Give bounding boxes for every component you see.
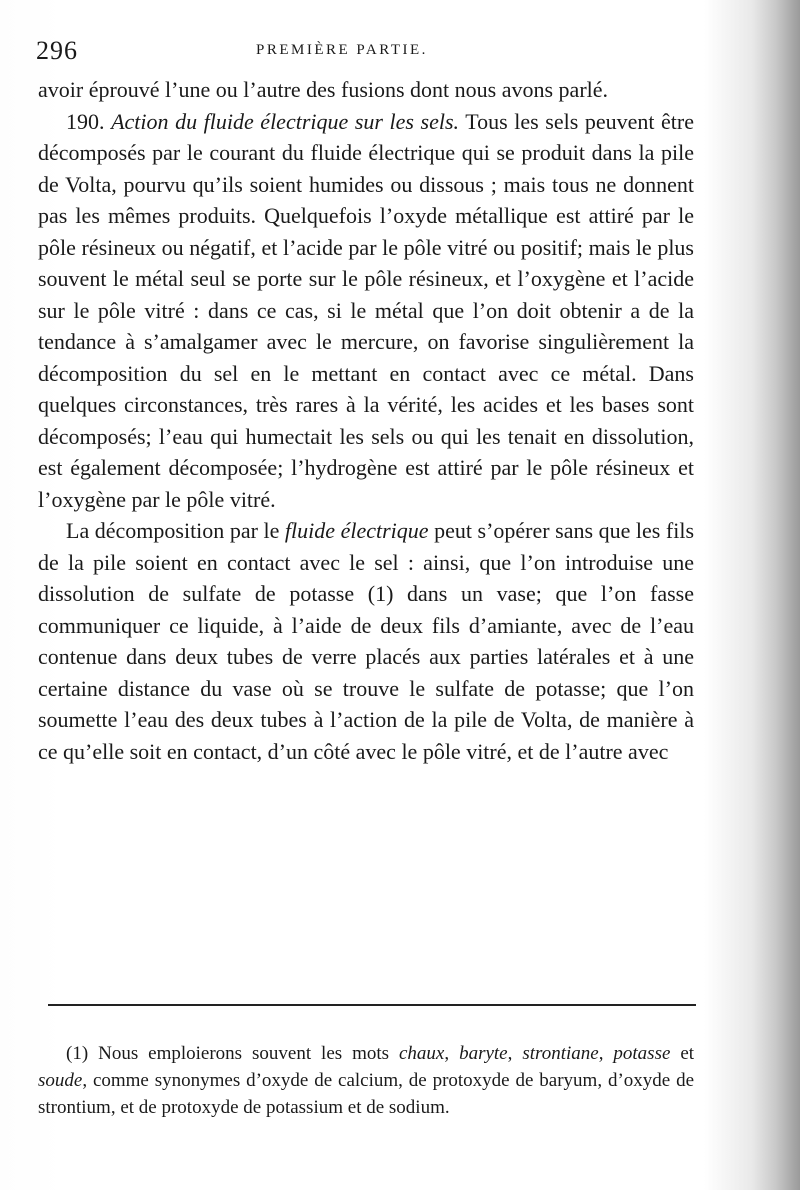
footnote-segment: , xyxy=(507,1043,523,1064)
italic-term: fluide électrique xyxy=(284,518,429,543)
page-header xyxy=(36,36,696,70)
footnote-divider xyxy=(48,1004,696,1006)
footnote xyxy=(38,1040,694,1121)
footnote-segment: (1) Nous emploierons souvent les mots xyxy=(66,1043,399,1064)
footnote-segment: , comme synonymes d’oxyde de calcium, de protoxyde de baryum, d’oxyde de strontium, et de protoxyde de potassium et de sodium. xyxy=(38,1070,694,1118)
paragraph-decomposition xyxy=(38,515,694,767)
footnote-italic-term: chaux xyxy=(399,1043,445,1064)
footnote-text xyxy=(38,1040,694,1121)
paragraph-text: peut s’opérer sans que les fils de la pile soient en contact avec le sel : ainsi, que l’on introduise une dissolution de sulfate de potasse (1) dans un vase; que l’on fasse communiquer ce liquide, à l’aide de deux fils d’amiante, avec de l’eau contenue dans deux tubes de verre placés aux parties latérales et à une certaine distance du vase où se trouve le sulfate de potasse; que l’on soumette l’eau des deux tubes à l’action de la pile de Volta, de manière à ce qu’elle soit en contact, d’un côté avec le pôle vitré, et de l’autre avec xyxy=(38,518,695,764)
footnote-segment: et xyxy=(670,1043,695,1064)
footnote-segment: , xyxy=(444,1043,460,1064)
section-heading: Action du fluide électrique sur les sels. xyxy=(111,108,460,134)
footnote-segment: , xyxy=(598,1043,614,1064)
footnote-italic-term: strontiane xyxy=(522,1043,599,1064)
page-number: 296 xyxy=(36,36,78,65)
paragraph-text: Tous les sels peuvent être décomposés par le courant du fluide électrique qui se produit dans la pile de Volta, pourvu qu’ils soient humides ou dissous ; mais tous ne donnent pas les mêmes produits. Quelquefois l’oxyde métallique est attiré par le pôle résineux ou négatif, et l’acide par le pôle vitré ou positif; mais le plus souvent le métal seul se porte sur le pôle résineux, et l’oxygène et l’acide sur le pôle vitré : dans ce cas, si le métal que l’on doit obtenir a de la tendance à s’amalgamer avec le mercure, on favorise singulièrement la décomposition du sel en le mettant en contact avec ce métal. Dans quelques circonstances, très rares à la vérité, les acides et les bases sont décomposés; l’eau qui humectait les sels ou qui les tenait en dissolution, est également décomposée; l’hydrogène est attiré par le pôle résineux et l’oxygène par le pôle vitré. xyxy=(38,108,694,512)
running-title: PREMIÈRE PARTIE. xyxy=(256,42,428,58)
paragraph-text: La décomposition par le xyxy=(66,518,285,543)
footnote-italic-term: baryte xyxy=(459,1043,508,1064)
body-text xyxy=(38,74,694,767)
footnote-italic-term: potasse xyxy=(613,1043,671,1064)
paragraph-text: avoir éprouvé l’une ou l’autre des fusions dont nous avons parlé. xyxy=(38,77,609,102)
footnote-italic-term: soude xyxy=(38,1070,83,1091)
section-number: 190. xyxy=(66,108,105,134)
paragraph-section-190 xyxy=(38,106,694,516)
paragraph-continuation xyxy=(38,74,694,106)
